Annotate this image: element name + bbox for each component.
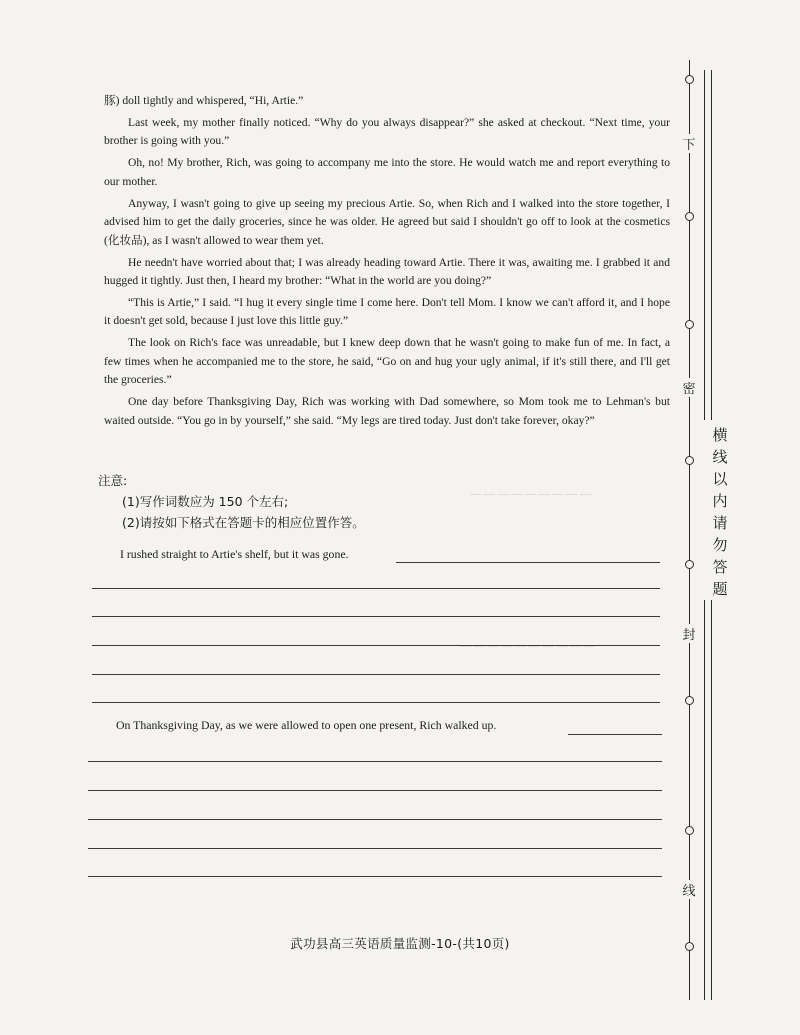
answer-line[interactable]: [92, 645, 660, 646]
binding-hole-icon: [685, 320, 694, 329]
notice-char: 以: [712, 470, 728, 488]
binding-hole-icon: [685, 456, 694, 465]
notes-heading: 注意:: [98, 473, 128, 488]
binding-hole-icon: [685, 212, 694, 221]
notice-char: 勿: [712, 536, 728, 554]
answer-line[interactable]: [92, 674, 660, 675]
answer-line[interactable]: [92, 616, 660, 617]
paragraph: The look on Rich's face was unreadable, but I knew deep down that he wasn't going to make fun of me. In fact, a few times when he accompanied me to the store, he said, “Go on and hug your ugly animal, if it's still there, and I'll get the groceries.”: [104, 336, 670, 387]
paragraph: He needn't have worried about that; I was already heading toward Artie. There it was, awaiting me. I grabbed it and hugged it tightly. Just then, I heard my brother: “What in the world are you doing?”: [104, 255, 670, 288]
binding-line: [704, 70, 705, 420]
bleed-through: — — — — — — — — — —: [460, 640, 595, 652]
answer-line[interactable]: [88, 761, 662, 762]
binding-hole-icon: [685, 826, 694, 835]
instructions: [98, 470, 658, 533]
paragraph: One day before Thanksgiving Day, Rich was working with Dad somewhere, so Mom took me to Lehman's but waited outside. “You go in by yourself,” she said. “My legs are tired today. Just don't take forever, okay?”: [104, 395, 670, 427]
binding-line: [711, 600, 712, 1000]
notice-char: 请: [712, 514, 728, 532]
binding-char: 线: [680, 880, 698, 899]
notice-char: 内: [712, 492, 728, 510]
answer-line[interactable]: [92, 702, 660, 703]
binding-char: 封: [680, 624, 698, 643]
binding-line: [704, 600, 705, 1000]
paragraph: Last week, my mother finally noticed. “Why do you always disappear?” she asked at checkout. “Next time, your brother is going with you.”: [104, 116, 670, 148]
writing-prompt-1: I rushed straight to Artie's shelf, but it was gone.: [120, 547, 349, 561]
binding-line: [711, 70, 712, 420]
answer-line[interactable]: [88, 848, 662, 849]
note-item: (2)请按如下格式在答题卡的相应位置作答。: [122, 515, 365, 530]
binding-hole-icon: [685, 560, 694, 569]
answer-line[interactable]: [396, 562, 660, 563]
answer-line[interactable]: [88, 876, 662, 877]
answer-line[interactable]: [88, 790, 662, 791]
binding-hole-icon: [685, 696, 694, 705]
paragraph: “This is Artie,” I said. “I hug it every single time I come here. Don't tell Mom. I know we can't afford it, and I hope it doesn't get sold, because I just love this little guy.”: [104, 296, 670, 328]
binding-char: 下: [680, 134, 698, 153]
notice-char: 答: [712, 558, 728, 576]
binding-hole-icon: [685, 75, 694, 84]
binding-hole-icon: [685, 942, 694, 951]
paragraph: Anyway, I wasn't going to give up seeing my precious Artie. So, when Rich and I walked into the store together, I advised him to get the daily groceries, since he was older. He agreed but said I shouldn't go off to look at the cosmetics (化妆品), as I wasn't allowed to wear them yet.: [104, 196, 670, 247]
notice-char: 题: [712, 580, 728, 598]
answer-line[interactable]: [88, 819, 662, 820]
paragraph: Oh, no! My brother, Rich, was going to accompany me into the store. He would watch me and report everything to our mother.: [104, 156, 670, 188]
no-answer-zone-notice: [710, 424, 730, 600]
answer-line[interactable]: [92, 588, 660, 589]
binding-line: [689, 60, 690, 1000]
notice-char: 线: [712, 448, 728, 466]
paragraph: 豚) doll tightly and whispered, “Hi, Artie.”: [104, 94, 304, 107]
note-item: (1)写作词数应为 150 个左右;: [122, 494, 289, 509]
story-passage: [104, 92, 670, 434]
notice-char: 横: [712, 426, 728, 444]
bleed-through: — — — — — — — — —: [470, 488, 591, 500]
writing-prompt-2: On Thanksgiving Day, as we were allowed to open one present, Rich walked up.: [116, 718, 497, 732]
binding-char: 密: [680, 378, 698, 397]
answer-line[interactable]: [568, 734, 662, 735]
page-footer: 武功县高三英语质量监测-10-(共10页): [290, 936, 510, 951]
